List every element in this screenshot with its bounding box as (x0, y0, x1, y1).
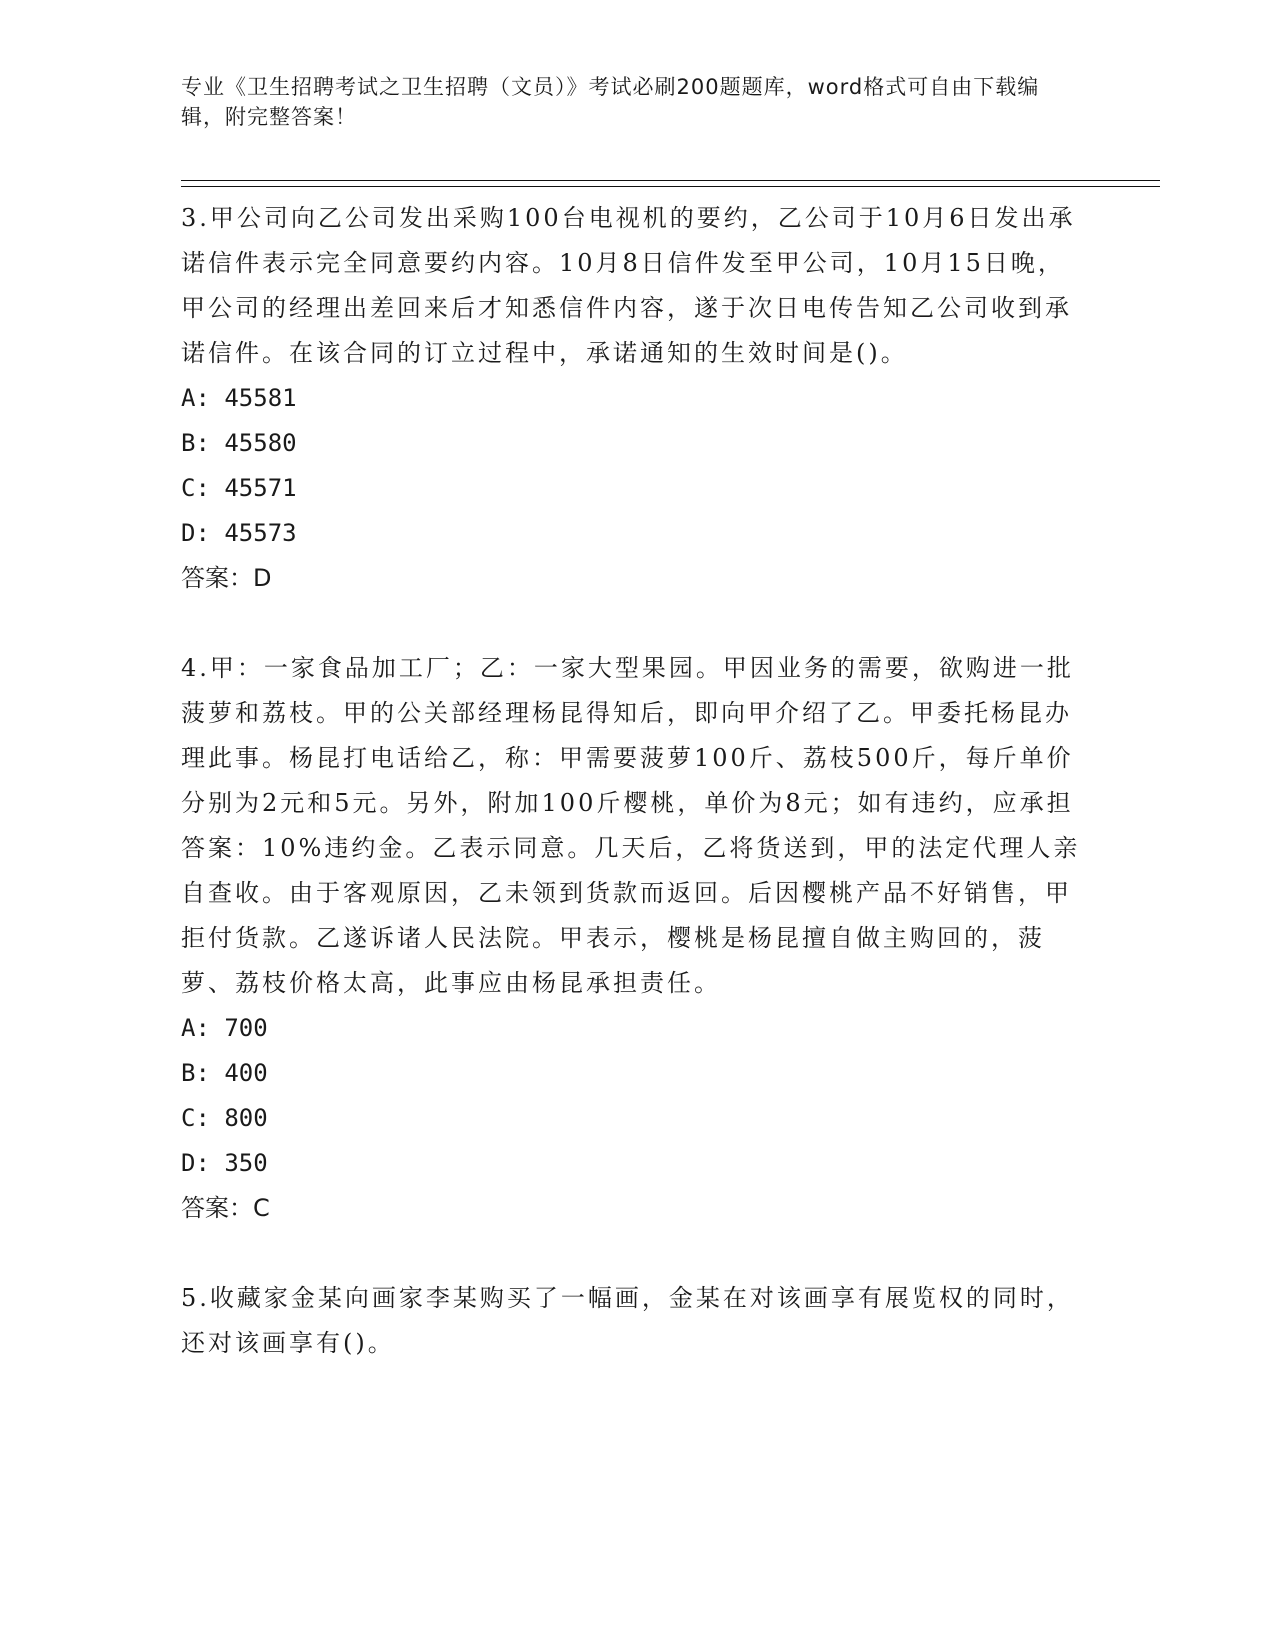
option-a: A: 700 (181, 1014, 268, 1042)
option-d: D: 350 (181, 1149, 268, 1177)
question-text: 4.甲：一家食品加工厂；乙：一家大型果园。甲因业务的需要，欲购进一批菠萝和荔枝。甲的公关部经理杨昆得知后，即向甲介绍了乙。甲委托杨昆办理此事。杨昆打电话给乙，称：甲需要菠萝100斤、荔枝500斤，每斤单价分别为2元和5元。另外，附加100斤樱桃，单价为8元；如有违约，应承担答案：10%违约金。乙表示同意。几天后，乙将货送到，甲的法定代理人亲自查收。由于客观原因，乙未领到货款而返回。后因樱桃产品不好销售，甲拒付货款。乙遂诉诸人民法院。甲表示，樱桃是杨昆擅自做主购回的，菠萝、荔枝价格太高，此事应由杨昆承担责任。 (181, 654, 1081, 997)
question-text: 3.甲公司向乙公司发出采购100台电视机的要约，乙公司于10月6日发出承诺信件表示完全同意要约内容。10月8日信件发至甲公司，10月15日晚，甲公司的经理出差回来后才知悉信件内容，遂于次日电传告知乙公司收到承诺信件。在该合同的订立过程中，承诺通知的生效时间是()。 (181, 204, 1076, 367)
option-c: C: 45571 (181, 474, 297, 502)
question-4 (181, 646, 1081, 1231)
question-list (181, 196, 1081, 1366)
option-b: B: 400 (181, 1059, 268, 1087)
question-text: 5.收藏家金某向画家李某购买了一幅画，金某在对该画享有展览权的同时，还对该画享有()。 (181, 1284, 1074, 1357)
option-d: D: 45573 (181, 519, 297, 547)
header-rule-top (181, 180, 1160, 181)
question-3 (181, 196, 1081, 601)
question-spacer (181, 601, 1081, 646)
question-spacer (181, 1231, 1081, 1276)
option-a: A: 45581 (181, 384, 297, 412)
answer-line: 答案：D (181, 564, 272, 592)
option-c: C: 800 (181, 1104, 268, 1132)
question-5 (181, 1276, 1081, 1366)
answer-line: 答案：C (181, 1194, 270, 1222)
option-b: B: 45580 (181, 429, 297, 457)
header-rule-bottom (181, 186, 1160, 187)
document-header: 专业《卫生招聘考试之卫生招聘（文员）》考试必刷200题题库，word格式可自由下载编辑，附完整答案！ (181, 75, 1040, 129)
